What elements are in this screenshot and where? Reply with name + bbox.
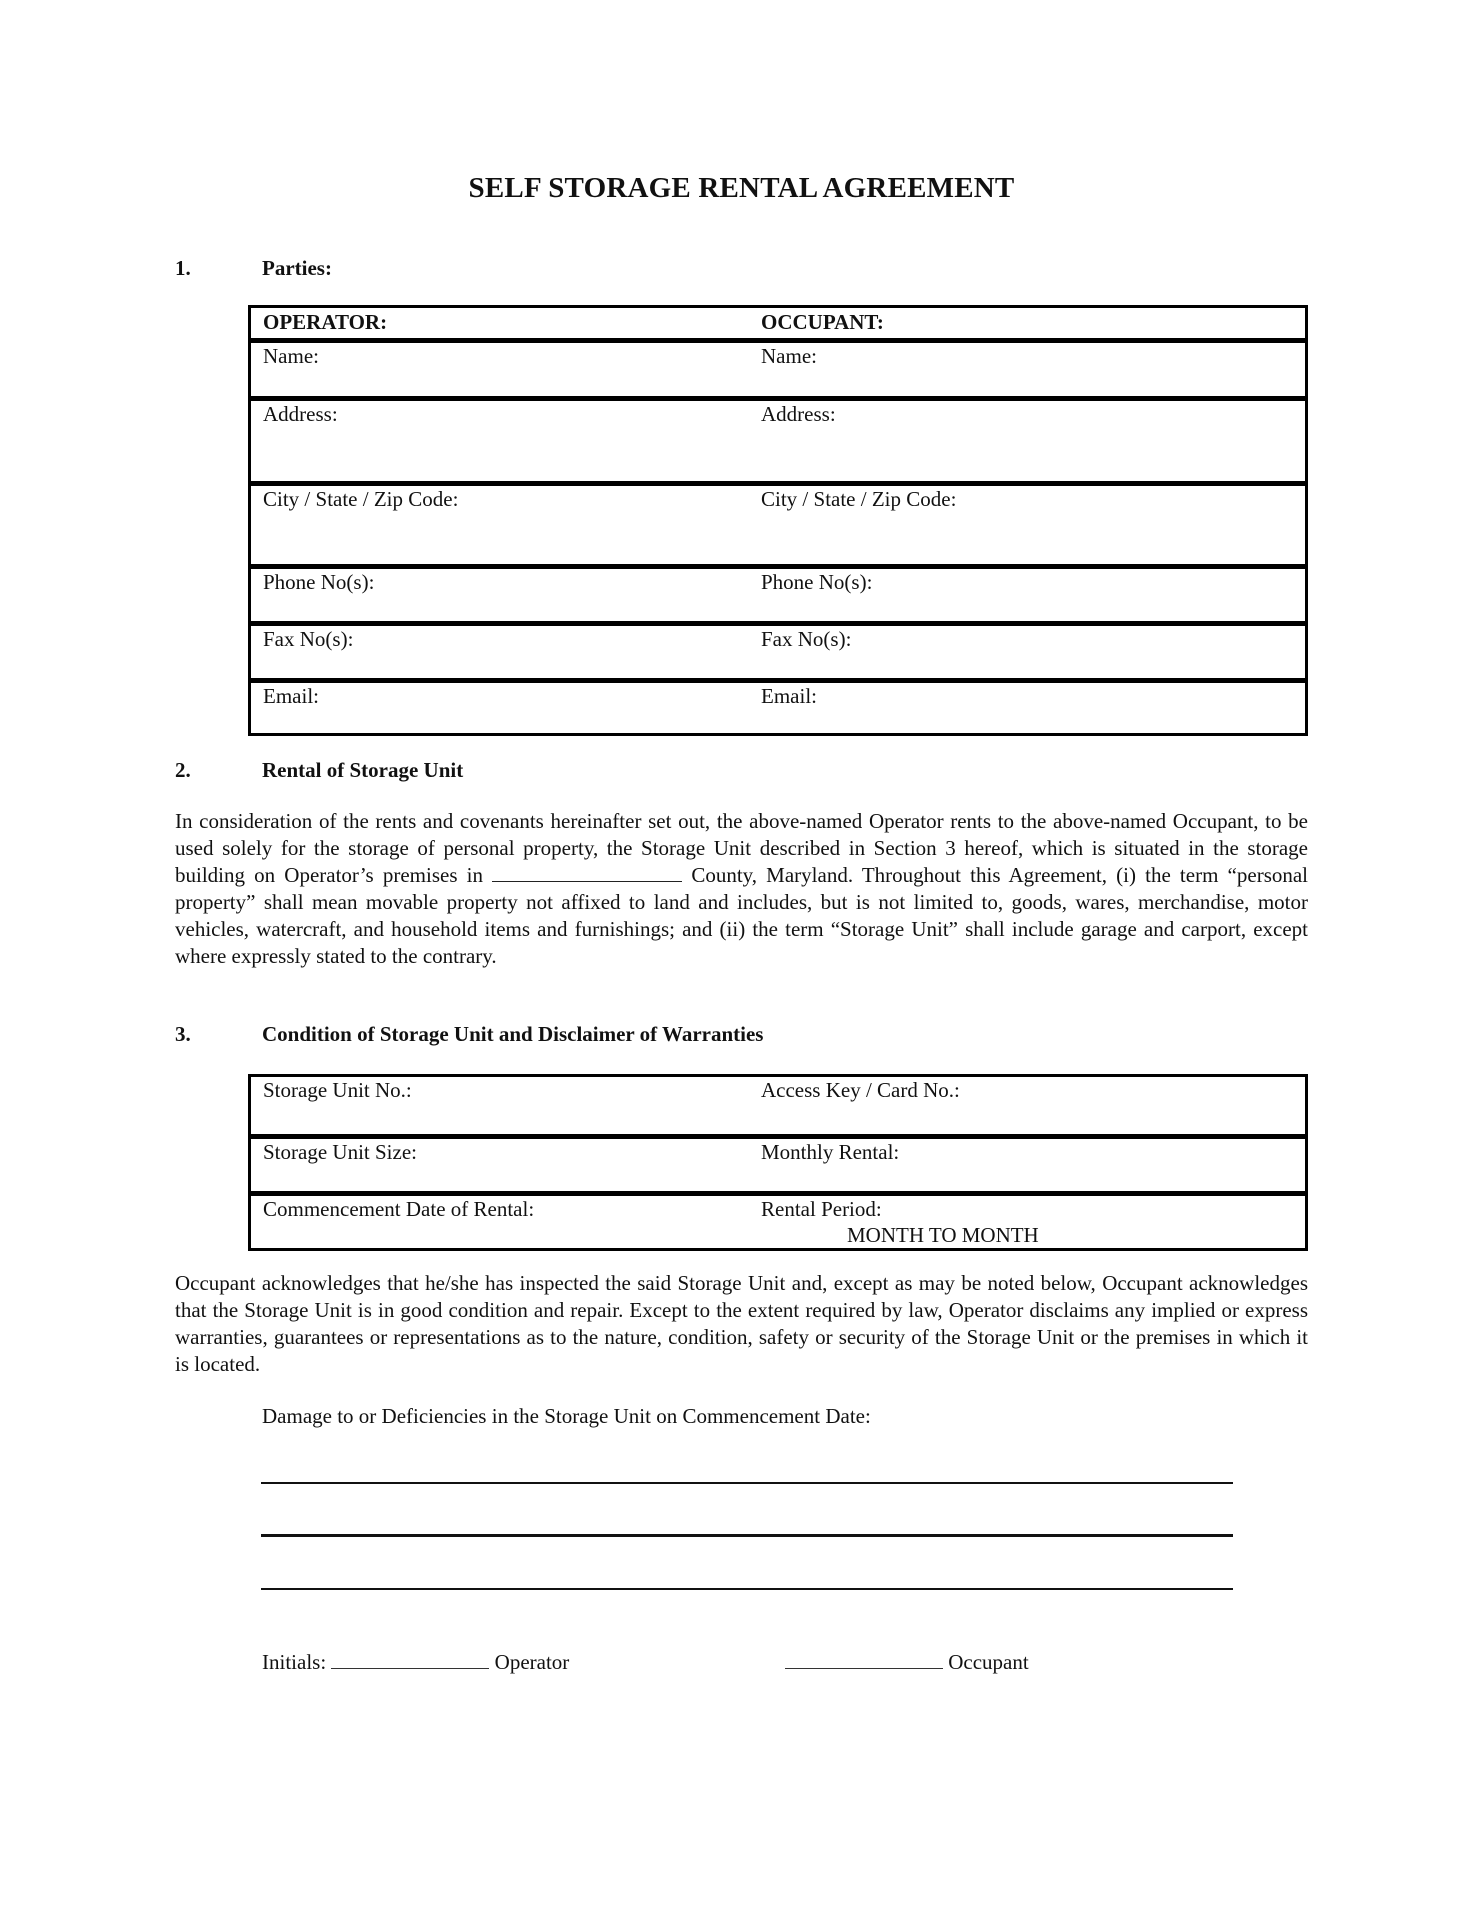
commencement-row[interactable] [251, 1191, 1305, 1248]
damage-line-2[interactable] [261, 1534, 1233, 1537]
monthly-rental-label: Monthly Rental: [761, 1140, 900, 1164]
section-1-heading: Parties: [262, 256, 332, 280]
occupant-address-label: Address: [761, 402, 836, 426]
occupant-city-label: City / State / Zip Code: [761, 487, 957, 511]
operator-fax-label: Fax No(s): [263, 627, 354, 651]
occupant-email-label: Email: [761, 684, 817, 708]
access-key-label: Access Key / Card No.: [761, 1078, 960, 1102]
unit-number-row[interactable] [251, 1077, 1305, 1134]
operator-header: OPERATOR: [263, 310, 388, 334]
occupant-phone-label: Phone No(s): [761, 570, 873, 594]
phone-row[interactable] [251, 564, 1305, 621]
initials-occupant-group [785, 1648, 1029, 1675]
condition-paragraph: Occupant acknowledges that he/she has inspected the said Storage Unit and, except as may be noted below, Occupant acknowledges that the Storage Unit is in good condition and repair. Except to the extent required by law, Operator disclaims any implied or express warranties, guarantees or representations as to the nature, condition, safety or security of the Storage Unit or the premises in which it is located. [175, 1271, 1308, 1376]
parties-table [248, 305, 1308, 736]
section-3-heading: Condition of Storage Unit and Disclaimer of Warranties [262, 1022, 764, 1046]
unit-size-row[interactable] [251, 1134, 1305, 1191]
document-title: SELF STORAGE RENTAL AGREEMENT [468, 172, 1015, 204]
occupant-header: OCCUPANT: [761, 310, 884, 334]
rental-period-label: Rental Period: [761, 1197, 882, 1221]
initials-label: Initials: [262, 1650, 327, 1674]
occupant-fax-label: Fax No(s): [761, 627, 852, 651]
occupant-initials-label: Occupant [948, 1650, 1029, 1674]
storage-unit-size-label: Storage Unit Size: [263, 1140, 417, 1164]
commencement-date-label: Commencement Date of Rental: [263, 1197, 535, 1221]
fax-row[interactable] [251, 621, 1305, 678]
email-row[interactable] [251, 678, 1305, 733]
operator-email-label: Email: [263, 684, 319, 708]
damage-label: Damage to or Deficiencies in the Storage Unit on Commencement Date: [262, 1404, 871, 1428]
operator-address-label: Address: [263, 402, 338, 426]
rental-paragraph-part1: In consideration of the rents and covenants hereinafter set out, the above-named Operator rents to the above-named Occupant, to be used solely for the storage of personal property, the Storage Unit described in Section 3 hereof, which is situated in the storage building on Operator’s premises in [175, 809, 1308, 887]
unit-details-table [248, 1074, 1308, 1251]
rental-period-value: MONTH TO MONTH [847, 1223, 1039, 1247]
occupant-name-label: Name: [761, 344, 817, 368]
section-2-heading: Rental of Storage Unit [262, 758, 464, 782]
operator-phone-label: Phone No(s): [263, 570, 375, 594]
damage-line-1[interactable] [261, 1482, 1233, 1484]
parties-header-row [251, 308, 1305, 338]
city-state-zip-row[interactable] [251, 481, 1305, 564]
name-row[interactable] [251, 338, 1305, 396]
operator-name-label: Name: [263, 344, 319, 368]
section-2-number: 2. [175, 758, 191, 782]
storage-unit-no-label: Storage Unit No.: [263, 1078, 412, 1102]
initials-operator-group [262, 1648, 569, 1675]
operator-city-label: City / State / Zip Code: [263, 487, 459, 511]
operator-initials-label: Operator [494, 1650, 570, 1674]
rental-paragraph-part2: County, Maryland. Throughout this Agreement, (i) the term “personal property” shall mean movable property not affixed to land and includes, but is not limited to, goods, wares, merchandise, motor vehicles, watercraft, and household items and furnishings; and (ii) the term “Storage Unit” shall include garage and carport, except where expressly stated to the contrary. [175, 863, 1309, 968]
damage-line-3[interactable] [261, 1588, 1233, 1590]
rental-paragraph [175, 808, 1308, 970]
section-1-number: 1. [175, 256, 191, 280]
occupant-initials-field[interactable] [785, 1648, 943, 1669]
operator-initials-field[interactable] [331, 1648, 489, 1669]
section-3-number: 3. [175, 1022, 191, 1046]
address-row[interactable] [251, 396, 1305, 481]
county-blank-field[interactable] [492, 863, 682, 882]
